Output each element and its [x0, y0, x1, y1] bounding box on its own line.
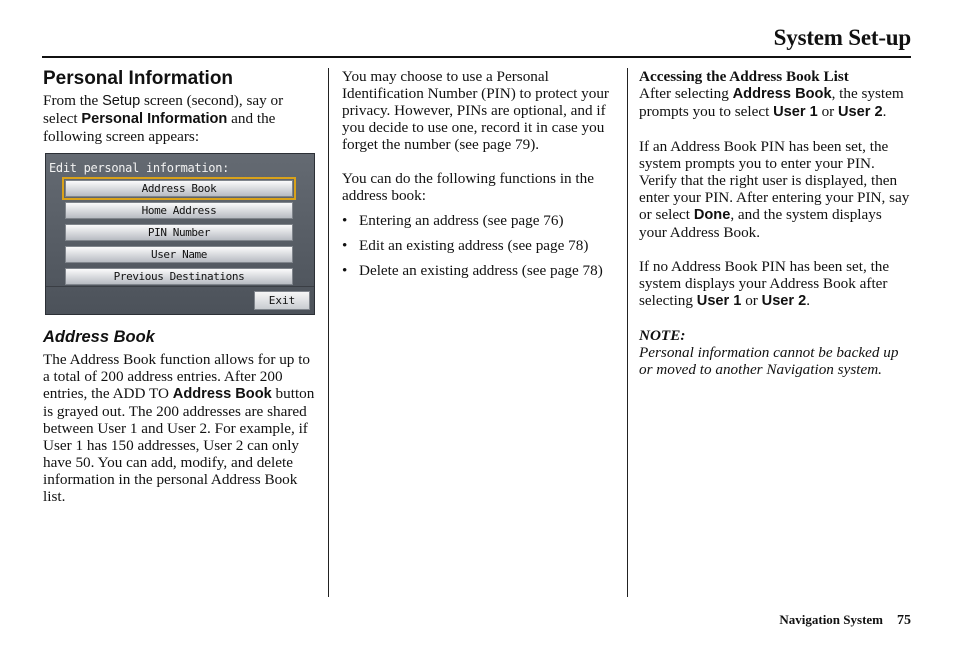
- note-text: Personal information cannot be backed up or moved to another Navigation system.: [639, 344, 899, 378]
- no-pin-paragraph: If no Address Book PIN has been set, the system displays your Address Book after selecting User 1 or User 2.: [639, 258, 890, 309]
- accessing-paragraph: After selecting Address Book, the system prompts you to select User 1 or User 2.: [639, 85, 904, 120]
- user-name-button[interactable]: User Name: [65, 246, 293, 263]
- setup-term: Setup: [102, 93, 141, 109]
- pin-set-paragraph: If an Address Book PIN has been set, the system prompts you to enter your PIN. Verify that the right user is displayed, then enter your PIN. After entering your PIN, say or select Done, and the system displays your Address Book.: [639, 138, 910, 241]
- screen-title: Edit personal information:: [49, 161, 230, 175]
- list-item: • Entering an address (see page 76): [342, 212, 618, 229]
- subsection-heading: Address Book: [43, 328, 155, 346]
- pin-paragraph: You may choose to use a Personal Identification Number (PIN) to protect your privacy. However, PINs are optional, and if you decide to use one, record it in case you forget the number (see page 79).: [342, 68, 609, 153]
- functions-list: [342, 212, 618, 279]
- note-heading: NOTE:: [639, 327, 686, 344]
- exit-button[interactable]: Exit: [254, 291, 310, 310]
- page-title: System Set-up: [773, 25, 911, 50]
- home-address-button[interactable]: Home Address: [65, 202, 293, 219]
- column-divider: [627, 68, 628, 597]
- pin-number-button[interactable]: PIN Number: [65, 224, 293, 241]
- address-book-paragraph: The Address Book function allows for up to a total of 200 address entries. After 200 entries, the ADD TO Address Book button is grayed out. The 200 addresses are shared between User 1 and User 2. For example, if User 1 has 150 addresses, User 2 can only have 50. You can add, modify, and delete information in the personal Address Book list.: [43, 351, 315, 505]
- previous-destinations-button[interactable]: Previous Destinations: [65, 268, 293, 285]
- column-divider: [328, 68, 329, 597]
- column-1: [43, 68, 318, 505]
- list-item: • Delete an existing address (see page 78): [342, 262, 618, 279]
- page-footer: [779, 612, 911, 629]
- personal-information-term: Personal Information: [81, 111, 228, 127]
- functions-paragraph: You can do the following functions in the address book:: [342, 170, 594, 204]
- page-number: 75: [897, 613, 911, 628]
- subsection-heading: Accessing the Address Book List: [639, 68, 849, 85]
- footer-label: Navigation System: [779, 612, 883, 627]
- column-3: [639, 68, 911, 378]
- column-2: [342, 68, 618, 287]
- list-item: • Edit an existing address (see page 78): [342, 237, 618, 254]
- section-heading: Personal Information: [43, 68, 234, 89]
- address-book-button[interactable]: Address Book: [65, 180, 293, 197]
- edit-personal-information-screen: [45, 153, 315, 315]
- address-book-term: Address Book: [172, 386, 272, 402]
- intro-paragraph: From the Setup screen (second), say or select Personal Information and the following screen appears:: [43, 92, 284, 145]
- header-rule: [42, 56, 911, 58]
- screen-divider: [46, 286, 314, 287]
